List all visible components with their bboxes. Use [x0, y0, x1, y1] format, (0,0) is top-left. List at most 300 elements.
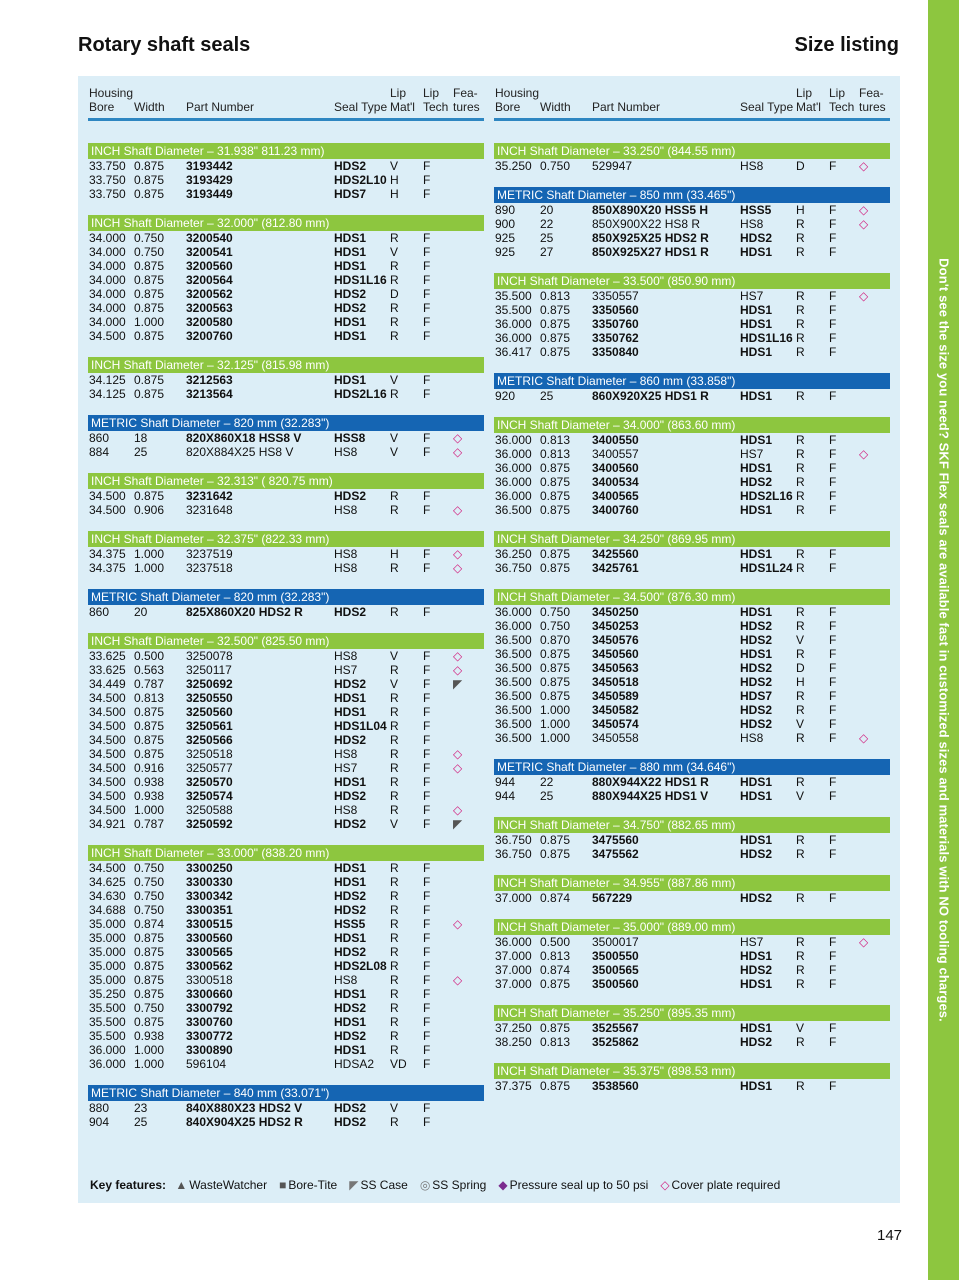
cell-features: ◇: [453, 663, 463, 677]
cell-lip-material: R: [796, 245, 805, 259]
cell-seal-type: HDS1: [334, 931, 367, 945]
cell-seal-type: HDS2L08: [334, 959, 387, 973]
cell-width: 22: [540, 775, 554, 789]
cell-seal-type: HS8: [740, 159, 764, 173]
table-row: [88, 1115, 484, 1129]
cell-seal-type: HDS7: [740, 689, 773, 703]
cell-width: 0.875: [134, 987, 165, 1001]
cell-bore: 38.250: [495, 1035, 532, 1049]
section-title: INCH Shaft Diameter – 32.500" (825.50 mm): [88, 633, 484, 649]
cell-seal-type: HDS1: [334, 875, 367, 889]
cell-lip-material: R: [390, 889, 399, 903]
cell-lip-material: D: [796, 661, 805, 675]
cell-lip-tech: F: [829, 217, 837, 231]
cell-seal-type: HS8: [334, 547, 358, 561]
cell-lip-material: R: [796, 731, 805, 745]
table-row: [88, 959, 484, 973]
table-row: [494, 561, 890, 575]
cell-lip-tech: F: [423, 1101, 431, 1115]
cell-part-number: 3200562: [186, 287, 233, 301]
cell-part-number: 3300562: [186, 959, 233, 973]
cell-bore: 36.500: [495, 675, 532, 689]
cell-lip-material: R: [796, 303, 805, 317]
cell-bore: 35.250: [89, 987, 126, 1001]
cell-features: ◇: [453, 649, 463, 663]
cell-bore: 37.000: [495, 891, 532, 905]
cell-bore: 34.921: [89, 817, 126, 831]
cell-seal-type: HS8: [740, 217, 764, 231]
cell-part-number: 825X860X20 HDS2 R: [186, 605, 303, 619]
cell-part-number: 3350760: [592, 317, 639, 331]
cell-width: 0.875: [540, 475, 571, 489]
cell-bore: 33.750: [89, 173, 126, 187]
table-row: [88, 705, 484, 719]
cell-part-number: 3300342: [186, 889, 233, 903]
cell-bore: 34.375: [89, 547, 126, 561]
cell-lip-tech: F: [829, 833, 837, 847]
cell-seal-type: HDS1: [334, 691, 367, 705]
cell-lip-material: R: [390, 561, 399, 575]
cell-bore: 925: [495, 245, 516, 259]
cell-features: ◤: [453, 817, 463, 831]
cell-part-number: 3250566: [186, 733, 233, 747]
cell-lip-material: R: [390, 861, 399, 875]
cell-part-number: 3237519: [186, 547, 233, 561]
cell-seal-type: HDS1: [334, 245, 367, 259]
cell-seal-type: HDS2: [334, 1101, 367, 1115]
table-row: [88, 245, 484, 259]
cell-part-number: 3300351: [186, 903, 233, 917]
cell-bore: 36.750: [495, 561, 532, 575]
table-row: [88, 931, 484, 945]
table-row: [88, 677, 484, 691]
cell-part-number: 820X860X18 HSS8 V: [186, 431, 302, 445]
cell-width: 0.875: [134, 273, 165, 287]
table-row: [494, 717, 890, 731]
cell-width: 0.875: [540, 503, 571, 517]
cell-bore: 860: [89, 431, 110, 445]
cell-lip-tech: F: [829, 775, 837, 789]
section-title: INCH Shaft Diameter – 33.250" (844.55 mm): [494, 143, 890, 159]
cell-part-number: 3425761: [592, 561, 639, 575]
header-fea: Fea-: [859, 86, 884, 100]
cell-bore: 34.000: [89, 287, 126, 301]
cell-seal-type: HDS1: [334, 1043, 367, 1057]
cell-lip-tech: F: [423, 649, 431, 663]
cell-part-number: 850X900X22 HS8 R: [592, 217, 701, 231]
table-row: [88, 315, 484, 329]
cell-part-number: 3300792: [186, 1001, 233, 1015]
table-row: [88, 803, 484, 817]
cell-lip-material: R: [390, 803, 399, 817]
table-row: [494, 345, 890, 359]
section-title: METRIC Shaft Diameter – 820 mm (32.283"): [88, 589, 484, 605]
cell-lip-tech: F: [423, 903, 431, 917]
header-seal-type: Seal Type: [740, 100, 794, 114]
cell-bore: 36.500: [495, 731, 532, 745]
cell-part-number: 3350560: [592, 303, 639, 317]
cell-bore: 37.375: [495, 1079, 532, 1093]
shaft-diameter-section: [88, 143, 484, 201]
table-row: [494, 159, 890, 173]
header-material: Mat'l: [796, 100, 821, 114]
cell-part-number: 3450563: [592, 661, 639, 675]
table-row: [88, 561, 484, 575]
table-row: [494, 847, 890, 861]
cell-bore: 36.000: [495, 317, 532, 331]
cell-width: 0.813: [540, 949, 571, 963]
cell-bore: 36.000: [495, 605, 532, 619]
cell-seal-type: HDS1: [740, 949, 773, 963]
cell-seal-type: HDS2: [334, 945, 367, 959]
cell-bore: 904: [89, 1115, 110, 1129]
cell-lip-tech: F: [829, 789, 837, 803]
cell-bore: 36.250: [495, 547, 532, 561]
cell-lip-tech: F: [829, 447, 837, 461]
table-row: [88, 663, 484, 677]
cell-seal-type: HS7: [740, 935, 764, 949]
cell-lip-tech: F: [423, 301, 431, 315]
cell-part-number: 3450582: [592, 703, 639, 717]
cell-bore: 944: [495, 789, 516, 803]
cell-lip-tech: F: [423, 817, 431, 831]
cell-lip-material: R: [390, 1115, 399, 1129]
legend-symbol-icon: ■: [279, 1178, 287, 1192]
cell-bore: 34.630: [89, 889, 126, 903]
legend-text: SS Spring: [432, 1178, 487, 1192]
cell-seal-type: HDS1: [740, 461, 773, 475]
cell-seal-type: HDS2: [334, 1029, 367, 1043]
cell-bore: 33.625: [89, 663, 126, 677]
cell-bore: 33.750: [89, 159, 126, 173]
cell-seal-type: HDS7: [334, 187, 367, 201]
cell-lip-material: R: [796, 891, 805, 905]
cell-part-number: 820X884X25 HS8 V: [186, 445, 294, 459]
cell-bore: 34.125: [89, 373, 126, 387]
cell-bore: 34.000: [89, 315, 126, 329]
cell-seal-type: HDS2L16: [740, 489, 793, 503]
column-body-right: [494, 143, 890, 1093]
table-row: [88, 329, 484, 343]
cell-lip-material: R: [390, 1029, 399, 1043]
cell-lip-tech: F: [829, 203, 837, 217]
cell-bore: 34.375: [89, 561, 126, 575]
cell-seal-type: HDS1: [740, 977, 773, 991]
cell-seal-type: HDS1: [740, 317, 773, 331]
cell-lip-material: R: [796, 489, 805, 503]
cell-part-number: 3475560: [592, 833, 639, 847]
cell-part-number: 529947: [592, 159, 633, 173]
shaft-diameter-section: [88, 215, 484, 343]
table-row: [88, 747, 484, 761]
cell-seal-type: HDS1: [740, 245, 773, 259]
table-row: [494, 1021, 890, 1035]
cell-width: 0.875: [540, 303, 571, 317]
table-row: [88, 605, 484, 619]
table-row: [494, 1079, 890, 1093]
section-title: INCH Shaft Diameter – 34.955" (887.86 mm): [494, 875, 890, 891]
key-features-legend: [90, 1178, 798, 1192]
cell-lip-material: R: [390, 959, 399, 973]
cell-seal-type: HDS2: [740, 847, 773, 861]
cell-part-number: 3200540: [186, 231, 233, 245]
cell-lip-material: D: [796, 159, 805, 173]
cell-seal-type: HDS1: [334, 231, 367, 245]
table-row: [494, 977, 890, 991]
cell-lip-material: H: [390, 187, 399, 201]
cell-seal-type: HDS1: [334, 775, 367, 789]
table-row: [88, 973, 484, 987]
cell-bore: 36.000: [495, 461, 532, 475]
cell-lip-material: R: [390, 987, 399, 1001]
section-title: INCH Shaft Diameter – 35.000" (889.00 mm): [494, 919, 890, 935]
cell-lip-tech: F: [423, 945, 431, 959]
cell-bore: 35.500: [495, 289, 532, 303]
cell-lip-material: R: [796, 561, 805, 575]
cell-lip-tech: F: [423, 875, 431, 889]
cell-lip-material: R: [390, 315, 399, 329]
cell-seal-type: HDS1: [740, 345, 773, 359]
cell-lip-tech: F: [423, 315, 431, 329]
cell-part-number: 3300330: [186, 875, 233, 889]
header-width: Width: [540, 100, 571, 114]
cell-lip-tech: F: [423, 1043, 431, 1057]
cell-seal-type: HDS2: [334, 677, 367, 691]
cell-features: ◇: [859, 935, 869, 949]
cell-features: ◇: [453, 431, 463, 445]
cell-lip-material: V: [390, 817, 399, 831]
shaft-diameter-section: [88, 531, 484, 575]
table-row: [494, 331, 890, 345]
cell-bore: 36.500: [495, 661, 532, 675]
cell-part-number: 3231648: [186, 503, 233, 517]
table-row: [88, 875, 484, 889]
legend-symbol-icon: ◇: [660, 1178, 670, 1192]
cell-bore: 35.000: [89, 945, 126, 959]
cell-width: 0.875: [540, 331, 571, 345]
cell-lip-tech: F: [829, 159, 837, 173]
cell-seal-type: HDS1: [740, 647, 773, 661]
cell-bore: 34.500: [89, 705, 126, 719]
table-row: [494, 475, 890, 489]
cell-part-number: 3193429: [186, 173, 233, 187]
cell-width: 0.750: [134, 875, 165, 889]
cell-part-number: 3250078: [186, 649, 233, 663]
cell-part-number: 3237518: [186, 561, 233, 575]
cell-width: 0.875: [134, 373, 165, 387]
cell-seal-type: HDS2: [334, 287, 367, 301]
cell-lip-material: R: [390, 747, 399, 761]
cell-lip-tech: F: [829, 503, 837, 517]
cell-lip-tech: F: [829, 891, 837, 905]
table-row: [88, 719, 484, 733]
cell-part-number: 3300518: [186, 973, 233, 987]
cell-width: 0.875: [134, 301, 165, 315]
cell-width: 0.906: [134, 503, 165, 517]
table-row: [88, 273, 484, 287]
cell-lip-tech: F: [423, 917, 431, 931]
cell-lip-material: R: [390, 945, 399, 959]
cell-width: 0.875: [134, 705, 165, 719]
table-row: [88, 945, 484, 959]
size-listing-panel: [78, 76, 900, 1203]
cell-lip-tech: F: [423, 789, 431, 803]
cell-bore: 35.500: [89, 1001, 126, 1015]
legend-item: [175, 1178, 273, 1192]
cell-seal-type: HDS1: [740, 503, 773, 517]
cell-lip-material: V: [390, 445, 399, 459]
cell-seal-type: HDS1: [740, 775, 773, 789]
legend-text: Bore-Tite: [288, 1178, 338, 1192]
cell-seal-type: HSS5: [334, 917, 366, 931]
cell-part-number: 3250561: [186, 719, 233, 733]
cell-part-number: 3193449: [186, 187, 233, 201]
cell-seal-type: HDS2: [334, 605, 367, 619]
cell-lip-material: R: [390, 329, 399, 343]
cell-lip-material: R: [796, 963, 805, 977]
table-row: [494, 203, 890, 217]
cell-width: 0.875: [540, 317, 571, 331]
cell-part-number: 850X890X20 HSS5 H: [592, 203, 709, 217]
cell-features: ◇: [859, 731, 869, 745]
cell-lip-material: R: [796, 461, 805, 475]
cell-lip-material: R: [796, 289, 805, 303]
shaft-diameter-section: [88, 473, 484, 517]
cell-part-number: 3525567: [592, 1021, 639, 1035]
cell-bore: 37.000: [495, 963, 532, 977]
cell-lip-tech: F: [829, 717, 837, 731]
cell-seal-type: HDS1: [740, 547, 773, 561]
cell-width: 22: [540, 217, 554, 231]
cell-lip-material: R: [796, 447, 805, 461]
cell-bore: 35.500: [89, 1029, 126, 1043]
cell-bore: 35.000: [89, 931, 126, 945]
cell-lip-tech: F: [423, 691, 431, 705]
cell-lip-material: R: [390, 605, 399, 619]
cell-seal-type: HDS1: [740, 1021, 773, 1035]
cell-part-number: 850X925X27 HDS1 R: [592, 245, 709, 259]
cell-lip-tech: F: [423, 431, 431, 445]
cell-lip-material: R: [390, 387, 399, 401]
cell-bore: 34.500: [89, 489, 126, 503]
table-row: [494, 689, 890, 703]
cell-bore: 35.500: [89, 1015, 126, 1029]
cell-lip-tech: F: [423, 775, 431, 789]
page-number: 147: [877, 1227, 903, 1244]
cell-bore: 36.000: [89, 1043, 126, 1057]
section-title: INCH Shaft Diameter – 32.313" ( 820.75 mm): [88, 473, 484, 489]
section-title: METRIC Shaft Diameter – 880 mm (34.646"): [494, 759, 890, 775]
cell-bore: 36.500: [495, 647, 532, 661]
cell-part-number: 3300560: [186, 931, 233, 945]
cell-width: 0.875: [134, 489, 165, 503]
cell-width: 0.875: [540, 847, 571, 861]
cell-part-number: 596104: [186, 1057, 227, 1071]
cell-lip-material: R: [796, 503, 805, 517]
cell-bore: 36.500: [495, 703, 532, 717]
cell-lip-material: R: [796, 1035, 805, 1049]
cell-part-number: 3425560: [592, 547, 639, 561]
cell-lip-material: VD: [390, 1057, 407, 1071]
cell-bore: 900: [495, 217, 516, 231]
cell-lip-tech: F: [423, 733, 431, 747]
cell-lip-tech: F: [423, 1001, 431, 1015]
cell-width: 0.875: [134, 959, 165, 973]
cell-bore: 34.500: [89, 503, 126, 517]
shaft-diameter-section: [494, 273, 890, 359]
section-title: INCH Shaft Diameter – 32.000" (812.80 mm): [88, 215, 484, 231]
table-row: [88, 1029, 484, 1043]
cell-seal-type: HDS2: [334, 889, 367, 903]
cell-part-number: 3300772: [186, 1029, 233, 1043]
cell-lip-tech: F: [829, 619, 837, 633]
cell-lip-tech: F: [829, 245, 837, 259]
cell-seal-type: HDS2: [334, 903, 367, 917]
header-lip: Lip: [390, 86, 407, 100]
cell-width: 0.875: [134, 187, 165, 201]
table-row: [88, 547, 484, 561]
cell-seal-type: HS8: [334, 973, 358, 987]
cell-seal-type: HDS1: [740, 389, 773, 403]
cell-lip-material: R: [796, 703, 805, 717]
table-row: [88, 387, 484, 401]
cell-width: 1.000: [134, 1043, 165, 1057]
table-row: [494, 605, 890, 619]
header-bore: Bore: [495, 100, 521, 114]
cell-bore: 34.500: [89, 861, 126, 875]
cell-seal-type: HDSA2: [334, 1057, 375, 1071]
cell-width: 0.938: [134, 1029, 165, 1043]
cell-width: 0.874: [540, 891, 571, 905]
cell-seal-type: HS7: [334, 663, 358, 677]
cell-lip-material: H: [390, 547, 399, 561]
cell-features: ◤: [453, 677, 463, 691]
cell-lip-material: V: [390, 677, 399, 691]
section-title: INCH Shaft Diameter – 34.000" (863.60 mm): [494, 417, 890, 433]
table-row: [88, 159, 484, 173]
cell-bore: 860: [89, 605, 110, 619]
shaft-diameter-section: [88, 589, 484, 619]
cell-seal-type: HS8: [740, 731, 764, 745]
cell-lip-material: R: [796, 345, 805, 359]
cell-part-number: 3250577: [186, 761, 233, 775]
table-row: [88, 1001, 484, 1015]
cell-width: 0.813: [540, 1035, 571, 1049]
cell-bore: 36.000: [495, 619, 532, 633]
cell-lip-material: R: [390, 973, 399, 987]
cell-bore: 34.500: [89, 775, 126, 789]
cell-seal-type: HDS1: [740, 605, 773, 619]
cell-width: 0.500: [134, 649, 165, 663]
cell-width: 0.750: [134, 861, 165, 875]
cell-seal-type: HDS2: [740, 891, 773, 905]
cell-part-number: 3400550: [592, 433, 639, 447]
cell-width: 0.875: [540, 689, 571, 703]
cell-lip-tech: F: [423, 889, 431, 903]
cell-lip-tech: F: [829, 289, 837, 303]
cell-lip-tech: F: [829, 389, 837, 403]
cell-lip-tech: F: [423, 231, 431, 245]
cell-seal-type: HDS1: [740, 833, 773, 847]
cell-width: 0.563: [134, 663, 165, 677]
cell-lip-tech: F: [829, 461, 837, 475]
cell-seal-type: HDS2: [334, 301, 367, 315]
header-lip: Lip: [796, 86, 813, 100]
cell-seal-type: HDS2: [740, 703, 773, 717]
cell-part-number: 3193442: [186, 159, 233, 173]
cell-part-number: 3200560: [186, 259, 233, 273]
table-row: [88, 173, 484, 187]
